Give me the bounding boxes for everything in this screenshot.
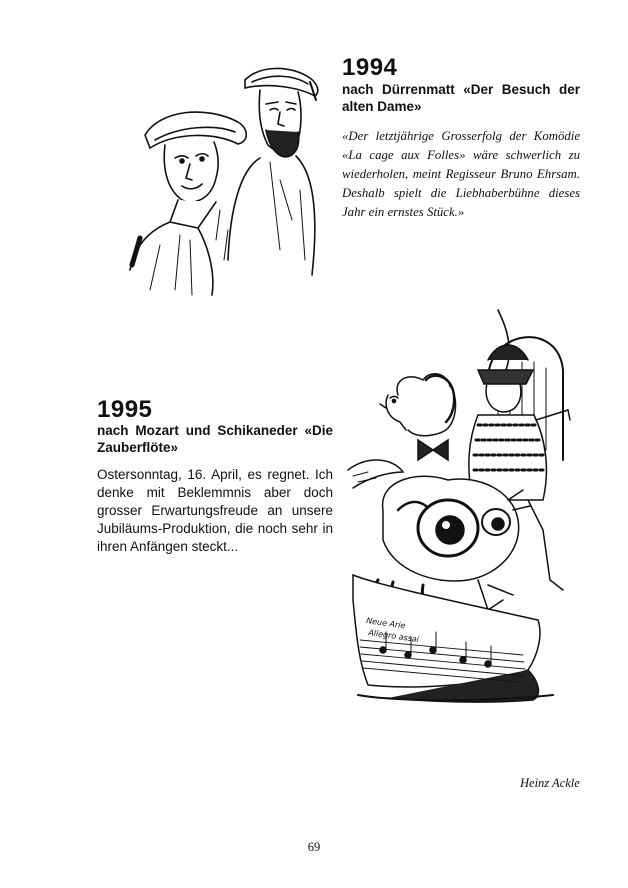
- paragraph-1994: «Der letztjährige Grosserfolg der Komödie «La cage aux Folles» wäre schwerlich zu wiederholen, meint Regisseur Bruno Ehrsam. Deshalb spielt die Liebhaberbühne dieses Jahr ein ernstes Stück.»: [342, 129, 580, 219]
- signature: Heinz Ackle: [520, 776, 580, 790]
- year-1994: 1994: [342, 54, 398, 81]
- illustration-1995: [338, 300, 583, 705]
- score-caption-aria: Neue Arie: [365, 616, 406, 631]
- year-1995: 1995: [97, 396, 153, 423]
- illustration-1994: [120, 60, 325, 300]
- paragraph-1995: Ostersonntag, 16. April, es regnet. Ich denke mit Beklemmnis aber doch grosser Erwartungsfreude an unsere Jubiläums-Produktion, die noch sehr in ihren Anfängen steckt...: [97, 467, 333, 554]
- subtitle-1995: nach Mozart und Schikaneder «Die Zauberflöte»: [97, 423, 333, 455]
- page-number: 69: [307, 840, 321, 854]
- score-caption-tempo: Allegro assai: [367, 628, 420, 645]
- subtitle-1994: nach Dürrenmatt «Der Besuch der alten Dame»: [342, 82, 580, 114]
